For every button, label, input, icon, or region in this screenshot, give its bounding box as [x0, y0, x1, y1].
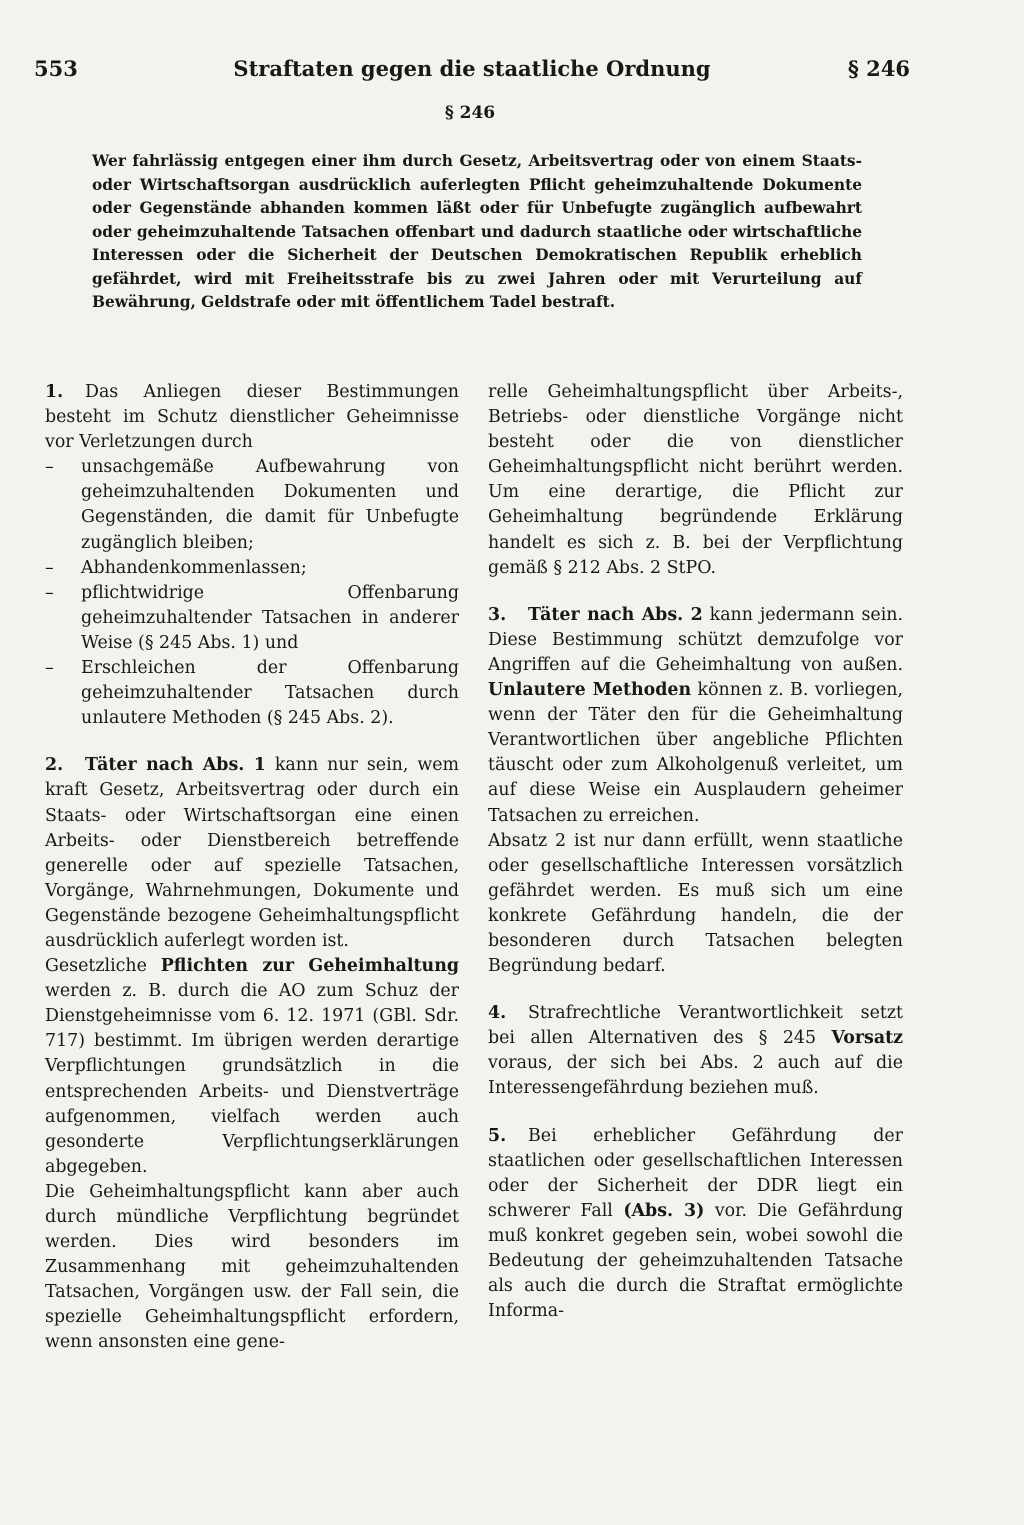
note-text: kann nur sein, wem kraft Gesetz, Arbeitsvertrag oder durch ein Staats- oder Wirtschaftsorgan eine einen Arbeits- oder Dienstbereich betreffende generelle oder auf spezielle Tatsachen, Vorgänge, Wahrnehmungen, Dokumente und Gegenstände bezogene Geheimhaltungspflicht ausdrücklich auferlegt worden ist.: [45, 755, 460, 951]
list-item: – unsachgemäße Aufbewahrung von geheimzuhaltenden Dokumenten und Gegenständen, die damit für Unbefugte zugänglich bleiben;: [45, 457, 459, 553]
note-number: 1.: [45, 382, 64, 402]
commentary-note-1: [45, 380, 459, 731]
note-lead: Täter nach Abs. 1: [85, 755, 266, 776]
bold-term: Pflichten zur Geheimhaltung: [160, 956, 459, 977]
commentary-note-5: 5. Bei erheblicher Gefährdung der staatlichen oder gesellschaftlichen Interessen oder der Sicherheit der DDR liegt ein schwerer Fall (Abs. 3) vor. Die Gefährdung muß konkret gegeben sein, wobei sowohl die Bedeutung der geheimzuhaltenden Tatsache als auch die durch die Straftat ermöglichte Informa-: [488, 1125, 903, 1322]
law-paragraph: Wer fahrlässig entgegen einer ihm durch Gesetz, Arbeitsvertrag oder von einem Staats- oder Wirtschaftsorgan ausdrücklich auferlegten Pflicht geheimzuhaltende Dokumente oder Gegenstände abhanden kommen läßt oder für Unbefugte zugänglich aufbewahrt oder geheimzuhaltende Tatsachen offenbart und dadurch staatliche oder wirtschaftliche Interessen oder die Sicherheit der Deutschen Demokratischen Republik erheblich gefährdet, wird mit Freiheitsstrafe bis zu zwei Jahren oder mit Verurteilung auf Bewährung, Geldstrafe oder mit öffentlichem Tadel bestraft.: [92, 152, 862, 311]
note-number: 5.: [488, 1125, 507, 1146]
note-paragraph: Die Geheimhaltungspflicht kann aber auch durch mündliche Verpflichtung begründet werden. Dies wird besonders im Zusammenhang mit geheimzuhaltenden Tatsachen, Vorgängen usw. der Fall sein, die spezielle Geheimhaltungspflicht erfordern, wenn ansonsten eine gene-: [45, 1181, 459, 1353]
note-number: 2.: [45, 755, 64, 776]
note-intro: Das Anliegen dieser Bestimmungen besteht im Schutz dienstlicher Geheimnisse vor Verletzungen durch: [45, 382, 459, 453]
running-title: Straftaten gegen die staatliche Ordnung: [233, 56, 711, 81]
commentary-note-2-continued: [488, 380, 903, 581]
law-section-heading: § 246: [444, 103, 496, 123]
bold-term: (Abs. 3): [623, 1200, 705, 1221]
note-paragraph: relle Geheimhaltungspflicht über Arbeits-, Betriebs- oder dienstliche Vorgänge nicht besteht oder die von dienstlicher Geheimhaltungspflicht nicht berührt werden. Um eine derartige, die Pflicht zur Geheimhaltung begründende Erklärung handelt es sich z. B. bei der Verpflichtung gemäß § 212 Abs. 2 StPO.: [488, 382, 903, 578]
dash-marker: –: [45, 557, 54, 578]
law-text: [92, 150, 862, 315]
header-section-ref: § 246: [847, 56, 910, 81]
bold-term: Vorsatz: [831, 1028, 904, 1049]
commentary-note-2: 2. Täter nach Abs. 1 kann nur sein, wem kraft Gesetz, Arbeitsvertrag oder durch ein Staats- oder Wirtschaftsorgan eine einen Arbeits- oder Dienstbereich betreffende generelle oder auf spezielle Tatsachen, Vorgänge, Wahrnehmungen, Dokumente und Gegenstände bezogene Geheimhaltungspflicht ausdrücklich auferlegt worden ist. Gesetzliche Pflichten zur Geheimhaltung werden z. B. durch die AO zum Schuz der Dienstgeheimnisse vom 6. 12. 1971 (GBl. Sdr. 717) bestimmt. Im übrigen werden derartige Verpflichtungen grundsätzlich in die entsprechenden Arbeits- und Dienstverträge aufgenommen, vielfach werden auch gesonderte Verpflichtungserklärungen abgegeben. Die Geheimhaltungspflicht kann aber auch durch mündliche Verpflichtung begründet werden. Dies wird besonders im Zusammenhang mit geheimzuhaltenden Tatsachen, Vorgängen usw. der Fall sein, die spezielle Geheimhaltungspflicht erfordern, wenn ansonsten eine gene-: [45, 753, 459, 1355]
note-lead: Täter nach Abs. 2: [528, 604, 703, 625]
note-paragraph: Absatz 2 ist nur dann erfüllt, wenn staatliche oder gesellschaftliche Interessen vorsätzlich gefährdet werden. Es muß sich um eine konkrete Gefährdung handeln, die der besonderen durch Tatsachen belegten Begründung bedarf.: [488, 830, 903, 977]
dash-marker: –: [45, 582, 54, 603]
commentary-column-right: [488, 380, 903, 1346]
note-number: 3.: [488, 604, 507, 625]
commentary-column-left: [45, 380, 459, 1378]
page-header: [34, 56, 910, 90]
page-number: 553: [34, 56, 78, 81]
dash-marker: –: [45, 457, 54, 478]
bold-term: Unlautere Methoden: [488, 680, 692, 701]
dash-list: [45, 455, 459, 731]
commentary-note-3: 3. Täter nach Abs. 2 kann jedermann sein. Diese Bestimmung schützt demzufolge vor Angriffen auf die Geheimhaltung von außen. Unlautere Methoden können z. B. vorliegen, wenn der Täter den für die Geheimhaltung Verantwortlichen über angebliche Pflichten täuscht oder zum Alkoholgenuß verleitet, um auf diese Weise ein Ausplaudern geheimer Tatsachen zu erreichen. Absatz 2 ist nur dann erfüllt, wenn staatliche oder gesellschaftliche Interessen vorsätzlich gefährdet werden. Es muß sich um eine konkrete Gefährdung handeln, die der besonderen durch Tatsachen belegten Begründung bedarf.: [488, 603, 903, 979]
list-item: – Erschleichen der Offenbarung geheimzuhaltender Tatsachen durch unlautere Methoden (§ 245 Abs. 2).: [45, 658, 459, 729]
dash-marker: –: [45, 658, 54, 679]
note-number: 4.: [488, 1003, 507, 1024]
commentary-note-4: 4. Strafrechtliche Verantwortlichkeit setzt bei allen Alternativen des § 245 Vorsatz voraus, der sich bei Abs. 2 auch auf die Interessengefährdung beziehen muß.: [488, 1003, 904, 1099]
list-item: – pflichtwidrige Offenbarung geheimzuhaltender Tatsachen in anderer Weise (§ 245 Abs. 1) und: [45, 582, 459, 653]
list-item: – Abhandenkommenlassen;: [45, 556, 459, 581]
